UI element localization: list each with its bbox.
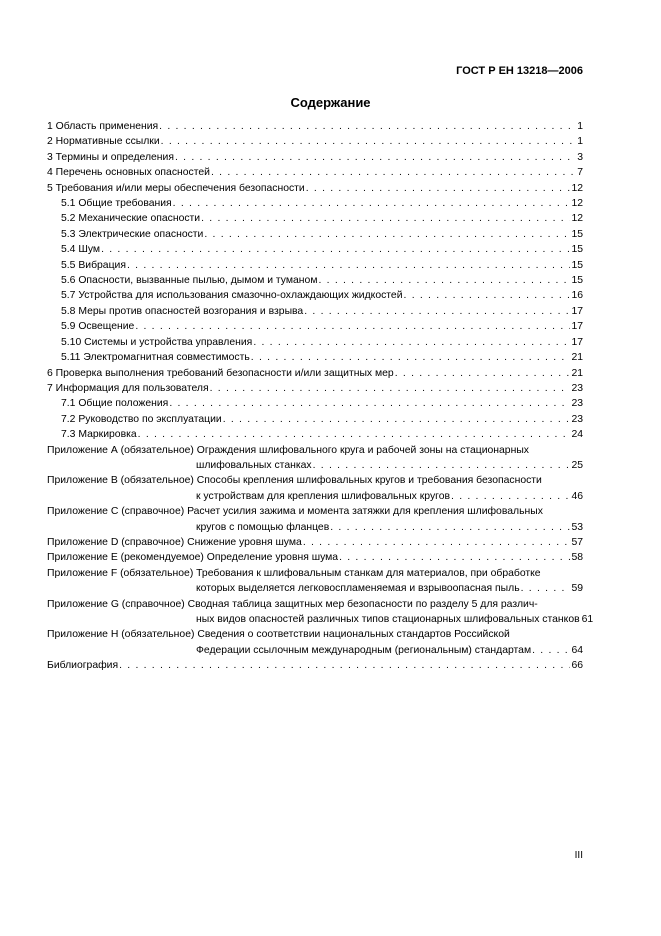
toc-bibliography[interactable]: Библиография . . . 66	[47, 658, 583, 673]
toc-appendix-b[interactable]	[47, 473, 583, 504]
toc-appendix-continuation: которых выделяется легковоспламеняемая и взрывоопасная пыль . . . 59	[47, 581, 583, 596]
toc-entry[interactable]: 5 Требования и/или меры обеспечения безопасности . . . 12	[47, 181, 583, 196]
toc-subentry[interactable]: 5.4 Шум . . . 15	[47, 242, 583, 257]
toc-entry[interactable]: 1 Область применения . . . 1	[47, 119, 583, 134]
toc-subentry[interactable]: 5.10 Системы и устройства управления . . . 17	[47, 335, 583, 350]
toc-appendix-c[interactable]	[47, 504, 583, 535]
toc-appendix-title: Приложение G (справочное) Сводная таблица защитных мер безопасности по разделу 5 для различ-	[47, 598, 538, 610]
toc-appendix-a[interactable]	[47, 443, 583, 474]
toc-subentry[interactable]: 7.2 Руководство по эксплуатации . . . 23	[47, 412, 583, 427]
toc-subentry[interactable]: 5.8 Меры против опасностей возгорания и взрыва . . . 17	[47, 304, 583, 319]
toc-appendix-continuation: к устройствам для крепления шлифовальных кругов . . . 46	[47, 489, 583, 504]
toc-entry[interactable]: 7 Информация для пользователя . . . 23	[47, 381, 583, 396]
toc-subentry[interactable]: 5.3 Электрические опасности . . . 15	[47, 227, 583, 242]
toc-subentry[interactable]: 5.9 Освещение . . . 17	[47, 319, 583, 334]
page-number: III	[574, 850, 583, 861]
toc-subentry[interactable]: 5.2 Механические опасности . . . 12	[47, 211, 583, 226]
standard-number: ГОСТ Р ЕН 13218—2006	[456, 65, 583, 77]
toc-appendix-continuation: кругов с помощью фланцев . . . 53	[47, 520, 583, 535]
toc-appendix-h[interactable]	[47, 627, 583, 658]
toc-appendix-d[interactable]: Приложение D (справочное) Снижение уровня шума . . . 57	[47, 535, 583, 550]
toc-appendix-title: Приложение А (обязательное) Ограждения шлифовального круга и рабочей зоны на стационарных	[47, 444, 529, 456]
toc-appendix-continuation: Федерации ссылочным международным (региональным) стандартам . . . 64	[47, 643, 583, 658]
toc-subentry[interactable]: 5.1 Общие требования . . . 12	[47, 196, 583, 211]
toc-entry[interactable]: 2 Нормативные ссылки . . . 1	[47, 134, 583, 149]
toc-subentry[interactable]: 5.5 Вибрация . . . 15	[47, 258, 583, 273]
page-title: Содержание	[290, 95, 371, 110]
toc-appendix-continuation: шлифовальных станках . . . 25	[47, 458, 583, 473]
toc-appendix-f[interactable]	[47, 566, 583, 597]
toc-appendix-g[interactable]	[47, 597, 594, 628]
table-of-contents	[47, 119, 594, 674]
toc-appendix-e[interactable]: Приложение Е (рекомендуемое) Определение уровня шума . . . 58	[47, 550, 583, 565]
toc-appendix-title: Приложение Н (обязательное) Сведения о соответствии национальных стандартов Российской	[47, 629, 510, 641]
toc-appendix-title: Приложение F (обязательное) Требования к шлифовальным станкам для материалов, при обработке	[47, 567, 541, 579]
toc-appendix-title: Приложение В (обязательное) Способы крепления шлифовальных кругов и требования безопасности	[47, 475, 542, 487]
toc-entry[interactable]: 3 Термины и определения . . . 3	[47, 150, 583, 165]
toc-subentry[interactable]: 7.3 Маркировка . . . 24	[47, 427, 583, 442]
toc-subentry[interactable]: 5.11 Электромагнитная совместимость . . . 21	[47, 350, 583, 365]
toc-entry[interactable]: 6 Проверка выполнения требований безопасности и/или защитных мер . . . 21	[47, 366, 583, 381]
toc-subentry[interactable]: 5.6 Опасности, вызванные пылью, дымом и туманом . . . 15	[47, 273, 583, 288]
toc-appendix-continuation: ных видов опасностей различных типов стационарных шлифовальных станков 61	[196, 614, 594, 625]
toc-appendix-title: Приложение С (справочное) Расчет усилия зажима и момента затяжки для крепления шлифовальных	[47, 506, 543, 518]
toc-entry[interactable]: 4 Перечень основных опасностей . . . 7	[47, 165, 583, 180]
toc-subentry[interactable]: 7.1 Общие положения . . . 23	[47, 396, 583, 411]
toc-subentry[interactable]: 5.7 Устройства для использования смазочно-охлаждающих жидкостей . . . 16	[47, 288, 583, 303]
